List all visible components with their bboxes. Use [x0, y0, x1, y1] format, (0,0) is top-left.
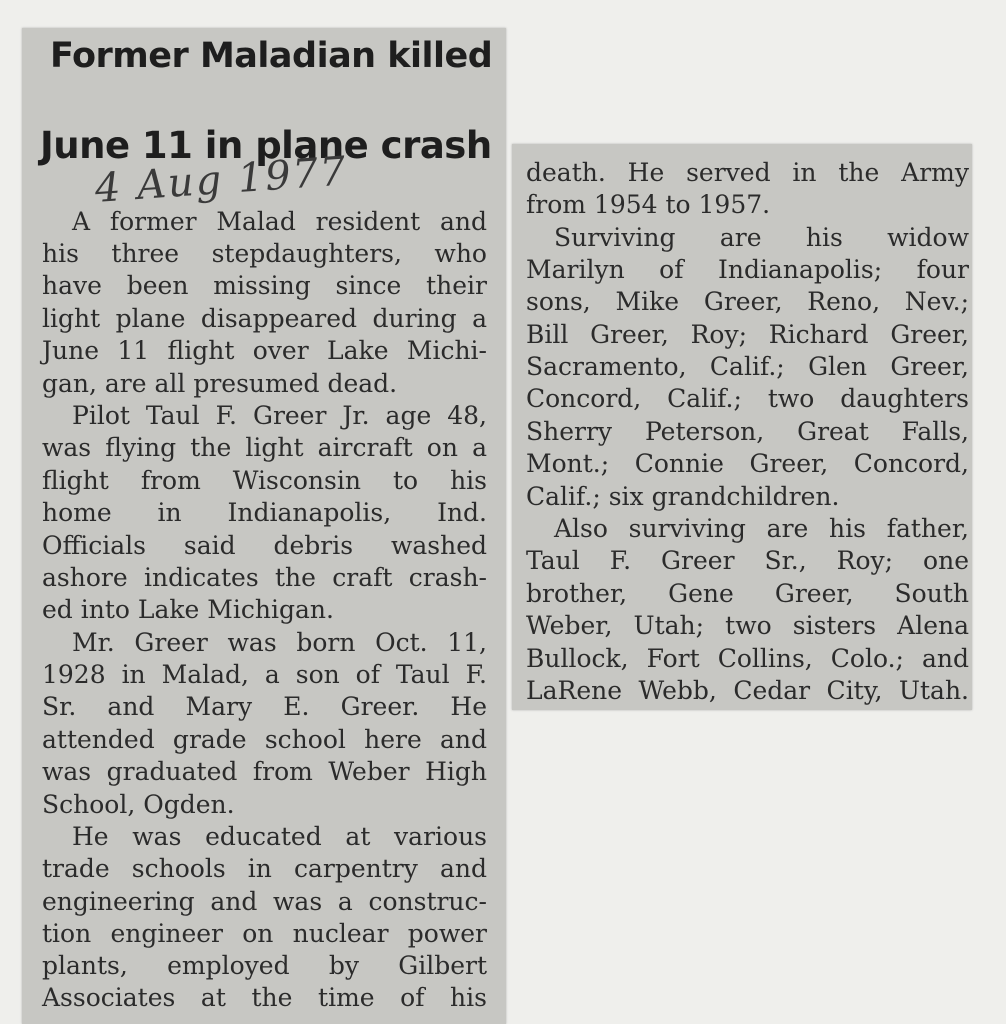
article-line: Bill Greer, Roy; Richard Greer, — [526, 320, 969, 349]
article-line: brother, Gene Greer, South — [526, 579, 969, 608]
article-line: trade schools in carpentry and — [42, 854, 487, 883]
article-line: attended grade school here and — [42, 725, 487, 754]
article-line: flight from Wisconsin to his — [42, 466, 487, 495]
article-line: Sherry Peterson, Great Falls, — [526, 417, 969, 446]
article-line: Calif.; six grandchildren. — [526, 482, 840, 511]
article-line: School, Ogden. — [42, 790, 235, 819]
article-line: his three stepdaughters, who — [42, 239, 487, 268]
headline-line-2: June 11 in plane crash — [40, 124, 492, 167]
article-line: Mr. Greer was born Oct. 11, — [72, 628, 487, 657]
article-line: sons, Mike Greer, Reno, Nev.; — [526, 287, 969, 316]
article-line: Sacramento, Calif.; Glen Greer, — [526, 352, 969, 381]
article-line: engineering and was a construc- — [42, 887, 487, 916]
article-line: Also surviving are his father, — [554, 514, 969, 543]
article-line: Concord, Calif.; two daughters — [526, 384, 969, 413]
article-line: LaRene Webb, Cedar City, Utah. — [526, 676, 969, 705]
article-line: Surviving are his widow — [554, 223, 969, 252]
article-line: home in Indianapolis, Ind. — [42, 498, 487, 527]
article-line: Weber, Utah; two sisters Alena — [526, 611, 969, 640]
article-line: Marilyn of Indianapolis; four — [526, 255, 969, 284]
article-line: was graduated from Weber High — [42, 757, 487, 786]
article-line: A former Malad resident and — [72, 207, 487, 236]
article-line: death. He served in the Army — [526, 158, 969, 187]
article-line: June 11 flight over Lake Michi- — [42, 336, 487, 365]
article-line: ashore indicates the craft crash- — [42, 563, 487, 592]
article-line: Officials said debris washed — [42, 531, 487, 560]
article-line: Taul F. Greer Sr., Roy; one — [526, 546, 969, 575]
article-line: Bullock, Fort Collins, Colo.; and — [526, 644, 969, 673]
article-line: plants, employed by Gilbert — [42, 951, 487, 980]
article-line: ed into Lake Michigan. — [42, 595, 334, 624]
article-line: Associates at the time of his — [42, 983, 487, 1012]
article-line: have been missing since their — [42, 271, 487, 300]
article-line: 1928 in Malad, a son of Taul F. — [42, 660, 487, 689]
article-line: He was educated at various — [72, 822, 487, 851]
article-line: from 1954 to 1957. — [526, 190, 771, 219]
handwritten-date: 4 Aug 1977 — [93, 148, 349, 212]
article-line: tion engineer on nuclear power — [42, 919, 487, 948]
article-line: Sr. and Mary E. Greer. He — [42, 692, 487, 721]
article-line: gan, are all presumed dead. — [42, 369, 398, 398]
article-line: Mont.; Connie Greer, Concord, — [526, 449, 969, 478]
article-line: light plane disappeared during a — [42, 304, 487, 333]
article-line: was flying the light aircraft on a — [42, 433, 487, 462]
article-line: Pilot Taul F. Greer Jr. age 48, — [72, 401, 487, 430]
headline-line-1: Former Maladian killed — [50, 36, 493, 76]
